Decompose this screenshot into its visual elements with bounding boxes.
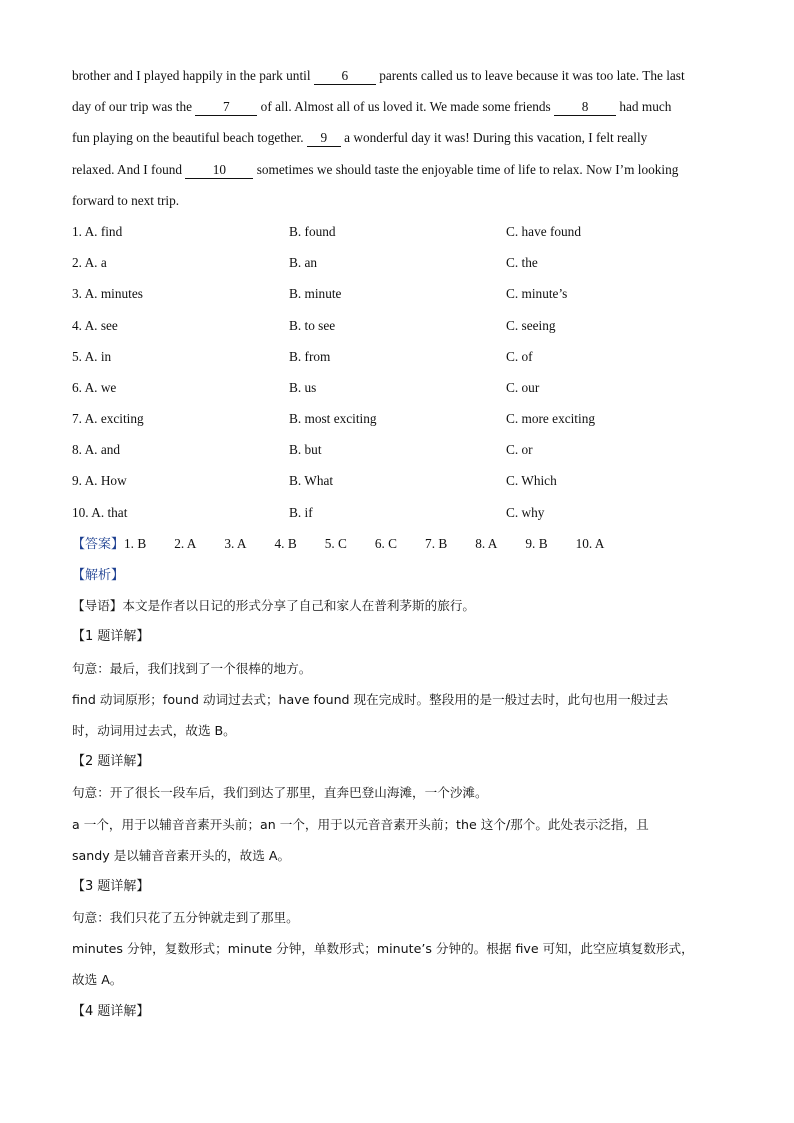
passage-text: sometimes we should taste the enjoyable time of life to relax. Now I’m looking xyxy=(253,161,679,177)
intro-line xyxy=(72,590,722,621)
option-b: B. most exciting xyxy=(289,411,377,427)
detail-line: 句意：我们只花了五分钟就走到了那里。 xyxy=(72,910,299,926)
passage-line-3 xyxy=(72,122,722,153)
option-a: 8. A. and xyxy=(72,442,121,458)
passage-line-2 xyxy=(72,91,722,122)
option-a: 6. A. we xyxy=(72,379,117,395)
passage-text: fun playing on the beautiful beach together. xyxy=(72,130,307,146)
option-c: C. seeing xyxy=(506,317,556,333)
detail-heading-4: 【4 题详解】 xyxy=(72,1003,150,1019)
answer-key xyxy=(72,528,722,559)
option-b: B. to see xyxy=(289,317,336,333)
option-row-6 xyxy=(72,372,722,403)
document-page xyxy=(72,60,722,1027)
option-row-4 xyxy=(72,310,722,341)
option-a: 7. A. exciting xyxy=(72,411,144,427)
detail-line: 故选 A。 xyxy=(72,972,123,988)
option-row-5 xyxy=(72,341,722,372)
blank-6: 6 xyxy=(314,68,376,85)
option-row-7 xyxy=(72,403,722,434)
passage-text: day of our trip was the xyxy=(72,99,196,115)
answer-item: 10. A xyxy=(575,535,605,551)
answer-item: 9. B xyxy=(525,535,548,551)
detail-line: a 一个，用于以辅音音素开头前；an 一个，用于以元音音素开头前；the 这个/那个。此处表示泛指，且 xyxy=(72,816,649,832)
passage-text: parents called us to leave because it was too late. The last xyxy=(375,68,685,83)
option-c: C. our xyxy=(506,379,540,395)
option-b: B. an xyxy=(289,255,318,271)
passage-text: brother and I played happily in the park until xyxy=(72,68,314,83)
blank-9: 9 xyxy=(307,130,341,147)
option-b: B. found xyxy=(289,223,336,239)
analysis-label: 【解析】 xyxy=(72,568,125,583)
answer-item: 8. A xyxy=(475,535,498,551)
detail-heading-3: 【3 题详解】 xyxy=(72,878,150,894)
option-row-9 xyxy=(72,465,722,496)
detail-line: minutes 分钟，复数形式；minute 分钟，单数形式；minute’s 分钟的。根据 five 可知，此空应填复数形式， xyxy=(72,941,694,957)
option-c: C. the xyxy=(506,255,538,271)
answer-item: 3. A xyxy=(224,535,247,551)
option-row-3 xyxy=(72,278,722,309)
passage-text: had much xyxy=(616,99,672,115)
answer-item: 5. C xyxy=(324,535,347,551)
option-c: C. more exciting xyxy=(506,411,595,427)
option-a: 5. A. in xyxy=(72,348,112,364)
passage-line-1 xyxy=(72,60,722,91)
options-list xyxy=(72,216,722,528)
blank-10: 10 xyxy=(185,162,253,179)
passage-text: of all. Almost all of us loved it. We made some friends xyxy=(257,99,555,115)
passage-line-4 xyxy=(72,154,722,185)
answer-item: 1. B xyxy=(124,535,147,551)
blank-8: 8 xyxy=(554,99,616,116)
option-b: B. if xyxy=(289,504,313,520)
option-c: C. minute’s xyxy=(506,286,568,302)
option-a: 9. A. How xyxy=(72,473,127,489)
answer-item: 2. A xyxy=(174,535,197,551)
option-a: 2. A. a xyxy=(72,255,107,271)
option-a: 3. A. minutes xyxy=(72,286,143,302)
detail-line: find 动词原形；found 动词过去式；have found 现在完成时。整段用的是一般过去时，此句也用一般过去 xyxy=(72,691,669,707)
intro-text: 本文是作者以日记的形式分享了自己和家人在普利茅斯的旅行。 xyxy=(122,598,475,614)
option-row-8 xyxy=(72,434,722,465)
option-b: B. us xyxy=(289,379,317,395)
option-c: C. have found xyxy=(506,223,581,239)
option-c: C. why xyxy=(506,504,545,520)
option-a: 10. A. that xyxy=(72,504,128,520)
analysis-heading xyxy=(72,559,722,590)
option-b: B. What xyxy=(289,473,334,489)
option-b: B. minute xyxy=(289,286,342,302)
detail-heading-1: 【1 题详解】 xyxy=(72,629,150,645)
answer-item: 7. B xyxy=(425,535,448,551)
answer-label: 【答案】 xyxy=(72,536,125,552)
option-c: C. Which xyxy=(506,473,557,489)
detail-line: 句意：开了很长一段车后，我们到达了那里，直奔巴登山海滩，一个沙滩。 xyxy=(72,785,488,801)
option-a: 1. A. find xyxy=(72,223,123,239)
detail-line: 时，动词用过去式，故选 B。 xyxy=(72,722,236,738)
option-a: 4. A. see xyxy=(72,317,118,333)
option-row-2 xyxy=(72,247,722,278)
detail-heading-2: 【2 题详解】 xyxy=(72,754,150,770)
answer-item: 6. C xyxy=(374,535,398,551)
blank-7: 7 xyxy=(195,99,257,116)
option-c: C. or xyxy=(506,442,533,458)
passage-line-5: forward to next trip. xyxy=(72,192,180,208)
option-c: C. of xyxy=(506,348,533,364)
detail-line: sandy 是以辅音音素开头的，故选 A。 xyxy=(72,847,291,863)
answer-item: 4. B xyxy=(274,535,297,551)
detail-line: 句意：最后，我们找到了一个很棒的地方。 xyxy=(72,660,312,676)
option-row-1 xyxy=(72,216,722,247)
option-b: B. from xyxy=(289,348,331,364)
passage-text: a wonderful day it was! During this vacation, I felt really xyxy=(340,130,648,146)
intro-label: 【导语】 xyxy=(72,598,123,614)
passage-text: relaxed. And I found xyxy=(72,161,186,177)
option-row-10 xyxy=(72,497,722,528)
option-b: B. but xyxy=(289,442,322,458)
